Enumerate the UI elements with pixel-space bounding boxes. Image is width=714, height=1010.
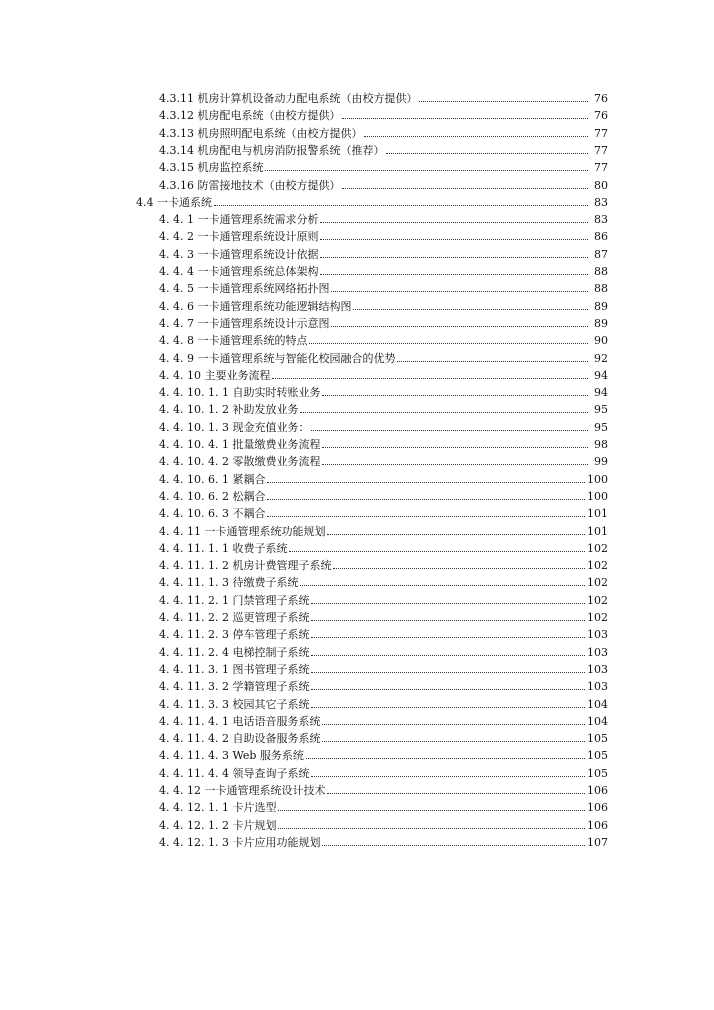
toc-leader-dots xyxy=(327,534,585,535)
toc-entry[interactable] xyxy=(159,711,608,728)
toc-page-number: 103 xyxy=(587,680,608,694)
toc-leader-dots xyxy=(311,603,585,604)
toc-entry-title: 4.3.15 机房监控系统 xyxy=(159,161,264,175)
toc-entry[interactable] xyxy=(159,521,608,538)
toc-entry[interactable] xyxy=(159,503,608,520)
toc-page-number: 87 xyxy=(594,247,608,261)
toc-leader-dots xyxy=(311,707,585,708)
toc-entry[interactable] xyxy=(159,244,608,261)
toc-leader-dots xyxy=(309,343,588,344)
toc-leader-dots xyxy=(278,828,585,829)
toc-entry[interactable] xyxy=(159,832,608,849)
toc-leader-dots xyxy=(322,845,585,846)
toc-entry-title: 4. 4. 11. 1. 2 机房计费管理子系统 xyxy=(159,559,332,573)
toc-entry[interactable] xyxy=(159,694,608,711)
toc-leader-dots xyxy=(267,482,585,483)
toc-entry[interactable] xyxy=(159,382,608,399)
toc-leader-dots xyxy=(214,205,588,206)
toc-leader-dots xyxy=(311,637,585,638)
toc-page-number: 92 xyxy=(594,351,608,365)
toc-entry-title: 4. 4. 8 一卡通管理系统的特点 xyxy=(159,334,308,348)
toc-page-number: 76 xyxy=(594,92,608,105)
toc-entry-title: 4.3.14 机房配电与机房消防报警系统（推荐） xyxy=(159,143,385,157)
toc-leader-dots xyxy=(311,689,585,690)
toc-leader-dots xyxy=(311,672,585,673)
toc-page-number: 102 xyxy=(587,593,608,607)
toc-leader-dots xyxy=(364,136,588,137)
toc-page-number: 88 xyxy=(594,265,608,278)
toc-leader-dots xyxy=(333,568,585,569)
toc-entry-title: 4. 4. 11. 3. 1 图书管理子系统 xyxy=(159,662,310,676)
toc-entry[interactable] xyxy=(159,434,608,451)
toc-page-number: 90 xyxy=(594,334,608,348)
toc-leader-dots xyxy=(327,793,585,794)
toc-entry[interactable] xyxy=(159,105,608,122)
toc-leader-dots xyxy=(342,188,588,189)
toc-page-number: 80 xyxy=(594,178,608,192)
toc-entry[interactable] xyxy=(159,745,608,762)
toc-leader-dots xyxy=(267,516,585,517)
toc-leader-dots xyxy=(320,239,588,240)
toc-entry[interactable] xyxy=(159,330,608,347)
toc-leader-dots xyxy=(320,274,588,275)
toc-leader-dots xyxy=(278,810,585,811)
toc-leader-dots xyxy=(419,101,588,102)
toc-entry[interactable] xyxy=(159,209,608,226)
toc-page-number: 86 xyxy=(594,230,608,244)
toc-entry-title: 4. 4. 12. 1. 3 卡片应用功能规划 xyxy=(159,835,321,849)
toc-entry[interactable] xyxy=(159,417,608,434)
toc-leader-dots xyxy=(322,741,585,742)
toc-leader-dots xyxy=(267,499,585,500)
toc-entry[interactable] xyxy=(159,365,608,382)
toc-entry[interactable] xyxy=(159,676,608,693)
toc-entry[interactable] xyxy=(159,590,608,607)
toc-leader-dots xyxy=(300,412,588,413)
toc-page-number: 106 xyxy=(587,818,608,832)
toc-entry-title: 4.4 一卡通系统 xyxy=(136,195,212,209)
toc-entry-title: 4. 4. 11. 1. 3 待缴费子系统 xyxy=(159,576,299,590)
toc-entry[interactable] xyxy=(159,399,608,416)
toc-leader-dots xyxy=(311,430,588,431)
toc-page-number: 103 xyxy=(587,645,608,659)
toc-entry[interactable] xyxy=(159,261,608,278)
toc-entry[interactable] xyxy=(159,469,608,486)
toc-leader-dots xyxy=(397,361,588,362)
toc-entry-title: 4. 4. 11. 4. 4 领导查询子系统 xyxy=(159,766,310,780)
toc-leader-dots xyxy=(265,170,588,171)
toc-entry-title: 4.3.12 机房配电系统（由校方提供） xyxy=(159,109,341,123)
toc-entry-title: 4. 4. 11 一卡通管理系统功能规划 xyxy=(159,524,326,538)
toc-page-number: 104 xyxy=(587,697,608,711)
toc-page-number: 104 xyxy=(587,714,608,728)
toc-entry-title: 4. 4. 9 一卡通管理系统与智能化校园融合的优势 xyxy=(159,351,396,365)
toc-page-number: 88 xyxy=(594,282,608,296)
toc-entry-title: 4. 4. 12. 1. 1 卡片选型 xyxy=(159,801,277,815)
toc-leader-dots xyxy=(289,551,585,552)
toc-page-number: 102 xyxy=(587,559,608,573)
toc-leader-dots xyxy=(342,118,588,119)
toc-page-number: 77 xyxy=(594,126,608,140)
toc-page-number: 94 xyxy=(594,368,608,382)
toc-page-number: 76 xyxy=(594,109,608,123)
toc-page-number: 101 xyxy=(587,524,608,538)
toc-entry[interactable] xyxy=(159,572,608,589)
toc-entry-title: 4. 4. 2 一卡通管理系统设计原则 xyxy=(159,230,319,244)
toc-entry[interactable] xyxy=(159,555,608,572)
toc-leader-dots xyxy=(386,153,588,154)
toc-page-number: 103 xyxy=(587,628,608,642)
toc-page-number: 106 xyxy=(587,784,608,797)
toc-page-number: 95 xyxy=(594,403,608,417)
toc-entry-title: 4. 4. 10. 1. 1 自助实时转账业务 xyxy=(159,386,321,400)
toc-entry-title: 4. 4. 10 主要业务流程 xyxy=(159,368,271,382)
toc-entry[interactable] xyxy=(159,538,608,555)
toc-leader-dots xyxy=(311,776,585,777)
toc-leader-dots xyxy=(306,758,585,759)
toc-page-number: 107 xyxy=(587,835,608,849)
toc-page-number: 102 xyxy=(587,576,608,590)
toc-entry-title: 4. 4. 12 一卡通管理系统设计技术 xyxy=(159,784,326,797)
toc-leader-dots xyxy=(322,447,588,448)
toc-entry[interactable] xyxy=(159,157,608,174)
toc-entry[interactable] xyxy=(159,763,608,780)
toc-entry-title: 4. 4. 5 一卡通管理系统网络拓扑图 xyxy=(159,282,330,296)
toc-entry-title: 4. 4. 4 一卡通管理系统总体架构 xyxy=(159,265,319,278)
toc-entry[interactable] xyxy=(159,296,608,313)
toc-entry[interactable] xyxy=(159,624,608,641)
toc-entry[interactable] xyxy=(159,313,608,330)
toc-entry[interactable] xyxy=(159,123,608,140)
toc-entry[interactable] xyxy=(159,140,608,157)
toc-page-number: 103 xyxy=(587,662,608,676)
toc-page-number: 105 xyxy=(587,766,608,780)
toc-entry-title: 4. 4. 11. 2. 3 停车管理子系统 xyxy=(159,628,310,642)
toc-page-number: 102 xyxy=(587,611,608,624)
toc-entry[interactable] xyxy=(159,486,608,503)
toc-leader-dots xyxy=(331,291,588,292)
toc-page-number: 77 xyxy=(594,161,608,175)
toc-page-number: 89 xyxy=(594,316,608,330)
toc-page-number: 101 xyxy=(587,507,608,521)
toc-page-number: 77 xyxy=(594,143,608,157)
toc-entry[interactable] xyxy=(159,175,608,192)
toc-entry-title: 4. 4. 11. 4. 3 Web 服务系统 xyxy=(159,749,304,763)
toc-entry-title: 4. 4. 6 一卡通管理系统功能逻辑结构图 xyxy=(159,299,352,313)
toc-entry-title: 4. 4. 10. 6. 3 不耦合 xyxy=(159,507,266,521)
toc-page-number: 83 xyxy=(594,195,608,209)
toc-page-number: 95 xyxy=(594,420,608,434)
toc-leader-dots xyxy=(353,309,588,310)
toc-entry-title: 4. 4. 11. 4. 2 自助设备服务系统 xyxy=(159,732,321,746)
toc-entry[interactable] xyxy=(159,815,608,832)
toc-entry[interactable] xyxy=(159,780,608,797)
toc-entry-title: 4. 4. 10. 4. 2 零散缴费业务流程 xyxy=(159,455,321,469)
toc-entry[interactable] xyxy=(159,348,608,365)
toc-entry[interactable] xyxy=(159,88,608,105)
toc-entry-title: 4.3.11 机房计算机设备动力配电系统（由校方提供） xyxy=(159,92,418,105)
toc-entry[interactable] xyxy=(159,226,608,243)
toc-leader-dots xyxy=(322,395,588,396)
toc-page-number: 106 xyxy=(587,801,608,815)
toc-entry-title: 4. 4. 11. 1. 1 收费子系统 xyxy=(159,541,288,555)
toc-entry-title: 4. 4. 10. 4. 1 批量缴费业务流程 xyxy=(159,438,321,451)
toc-entry-title: 4.3.16 防雷接地技术（由校方提供） xyxy=(159,178,341,192)
toc-page-number: 94 xyxy=(594,386,608,400)
toc-entry-title: 4.3.13 机房照明配电系统（由校方提供） xyxy=(159,126,363,140)
toc-entry-title: 4. 4. 11. 2. 4 电梯控制子系统 xyxy=(159,645,310,659)
toc-entry-title: 4. 4. 10. 6. 1 紧耦合 xyxy=(159,472,266,486)
toc-entry[interactable] xyxy=(159,278,608,295)
toc-leader-dots xyxy=(320,222,588,223)
toc-leader-dots xyxy=(311,620,585,621)
toc-page-number: 100 xyxy=(587,489,608,503)
toc-entry-title: 4. 4. 11. 4. 1 电话语音服务系统 xyxy=(159,714,321,728)
toc-entry-title: 4. 4. 11. 3. 2 学籍管理子系统 xyxy=(159,680,310,694)
toc-leader-dots xyxy=(320,257,588,258)
toc-entry-title: 4. 4. 3 一卡通管理系统设计依据 xyxy=(159,247,319,261)
toc-page-number: 105 xyxy=(587,732,608,746)
toc-page-number: 98 xyxy=(594,438,608,451)
toc-entry[interactable] xyxy=(159,451,608,468)
toc-entry-title: 4. 4. 11. 2. 2 巡更管理子系统 xyxy=(159,611,310,624)
toc-entry-title: 4. 4. 7 一卡通管理系统设计示意图 xyxy=(159,316,330,330)
toc-entry-title: 4. 4. 10. 1. 3 现金充值业务： xyxy=(159,420,310,434)
toc-leader-dots xyxy=(272,378,588,379)
toc-leader-dots xyxy=(300,585,585,586)
toc-leader-dots xyxy=(331,326,588,327)
toc-entry-title: 4. 4. 1 一卡通管理系统需求分析 xyxy=(159,213,319,227)
toc-entry[interactable] xyxy=(159,797,608,814)
toc-entry-title: 4. 4. 12. 1. 2 卡片规划 xyxy=(159,818,277,832)
toc-leader-dots xyxy=(322,464,588,465)
toc-page-number: 83 xyxy=(594,213,608,227)
toc-entry[interactable] xyxy=(159,659,608,676)
toc-page-number: 99 xyxy=(594,455,608,469)
toc-entry-title: 4. 4. 11. 3. 3 校园其它子系统 xyxy=(159,697,310,711)
toc-leader-dots xyxy=(322,724,585,725)
toc-entry[interactable] xyxy=(159,642,608,659)
toc-entry[interactable] xyxy=(159,728,608,745)
toc-page-number: 102 xyxy=(587,541,608,555)
toc-entry-title: 4. 4. 11. 2. 1 门禁管理子系统 xyxy=(159,593,310,607)
toc-page-number: 89 xyxy=(594,299,608,313)
toc-page-number: 100 xyxy=(587,472,608,486)
toc-entry[interactable] xyxy=(159,607,608,624)
toc-leader-dots xyxy=(311,655,585,656)
toc-entry[interactable] xyxy=(136,192,608,209)
toc-entry-title: 4. 4. 10. 1. 2 补助发放业务 xyxy=(159,403,299,417)
toc-page-number: 105 xyxy=(587,749,608,763)
toc-entry-title: 4. 4. 10. 6. 2 松耦合 xyxy=(159,489,266,503)
